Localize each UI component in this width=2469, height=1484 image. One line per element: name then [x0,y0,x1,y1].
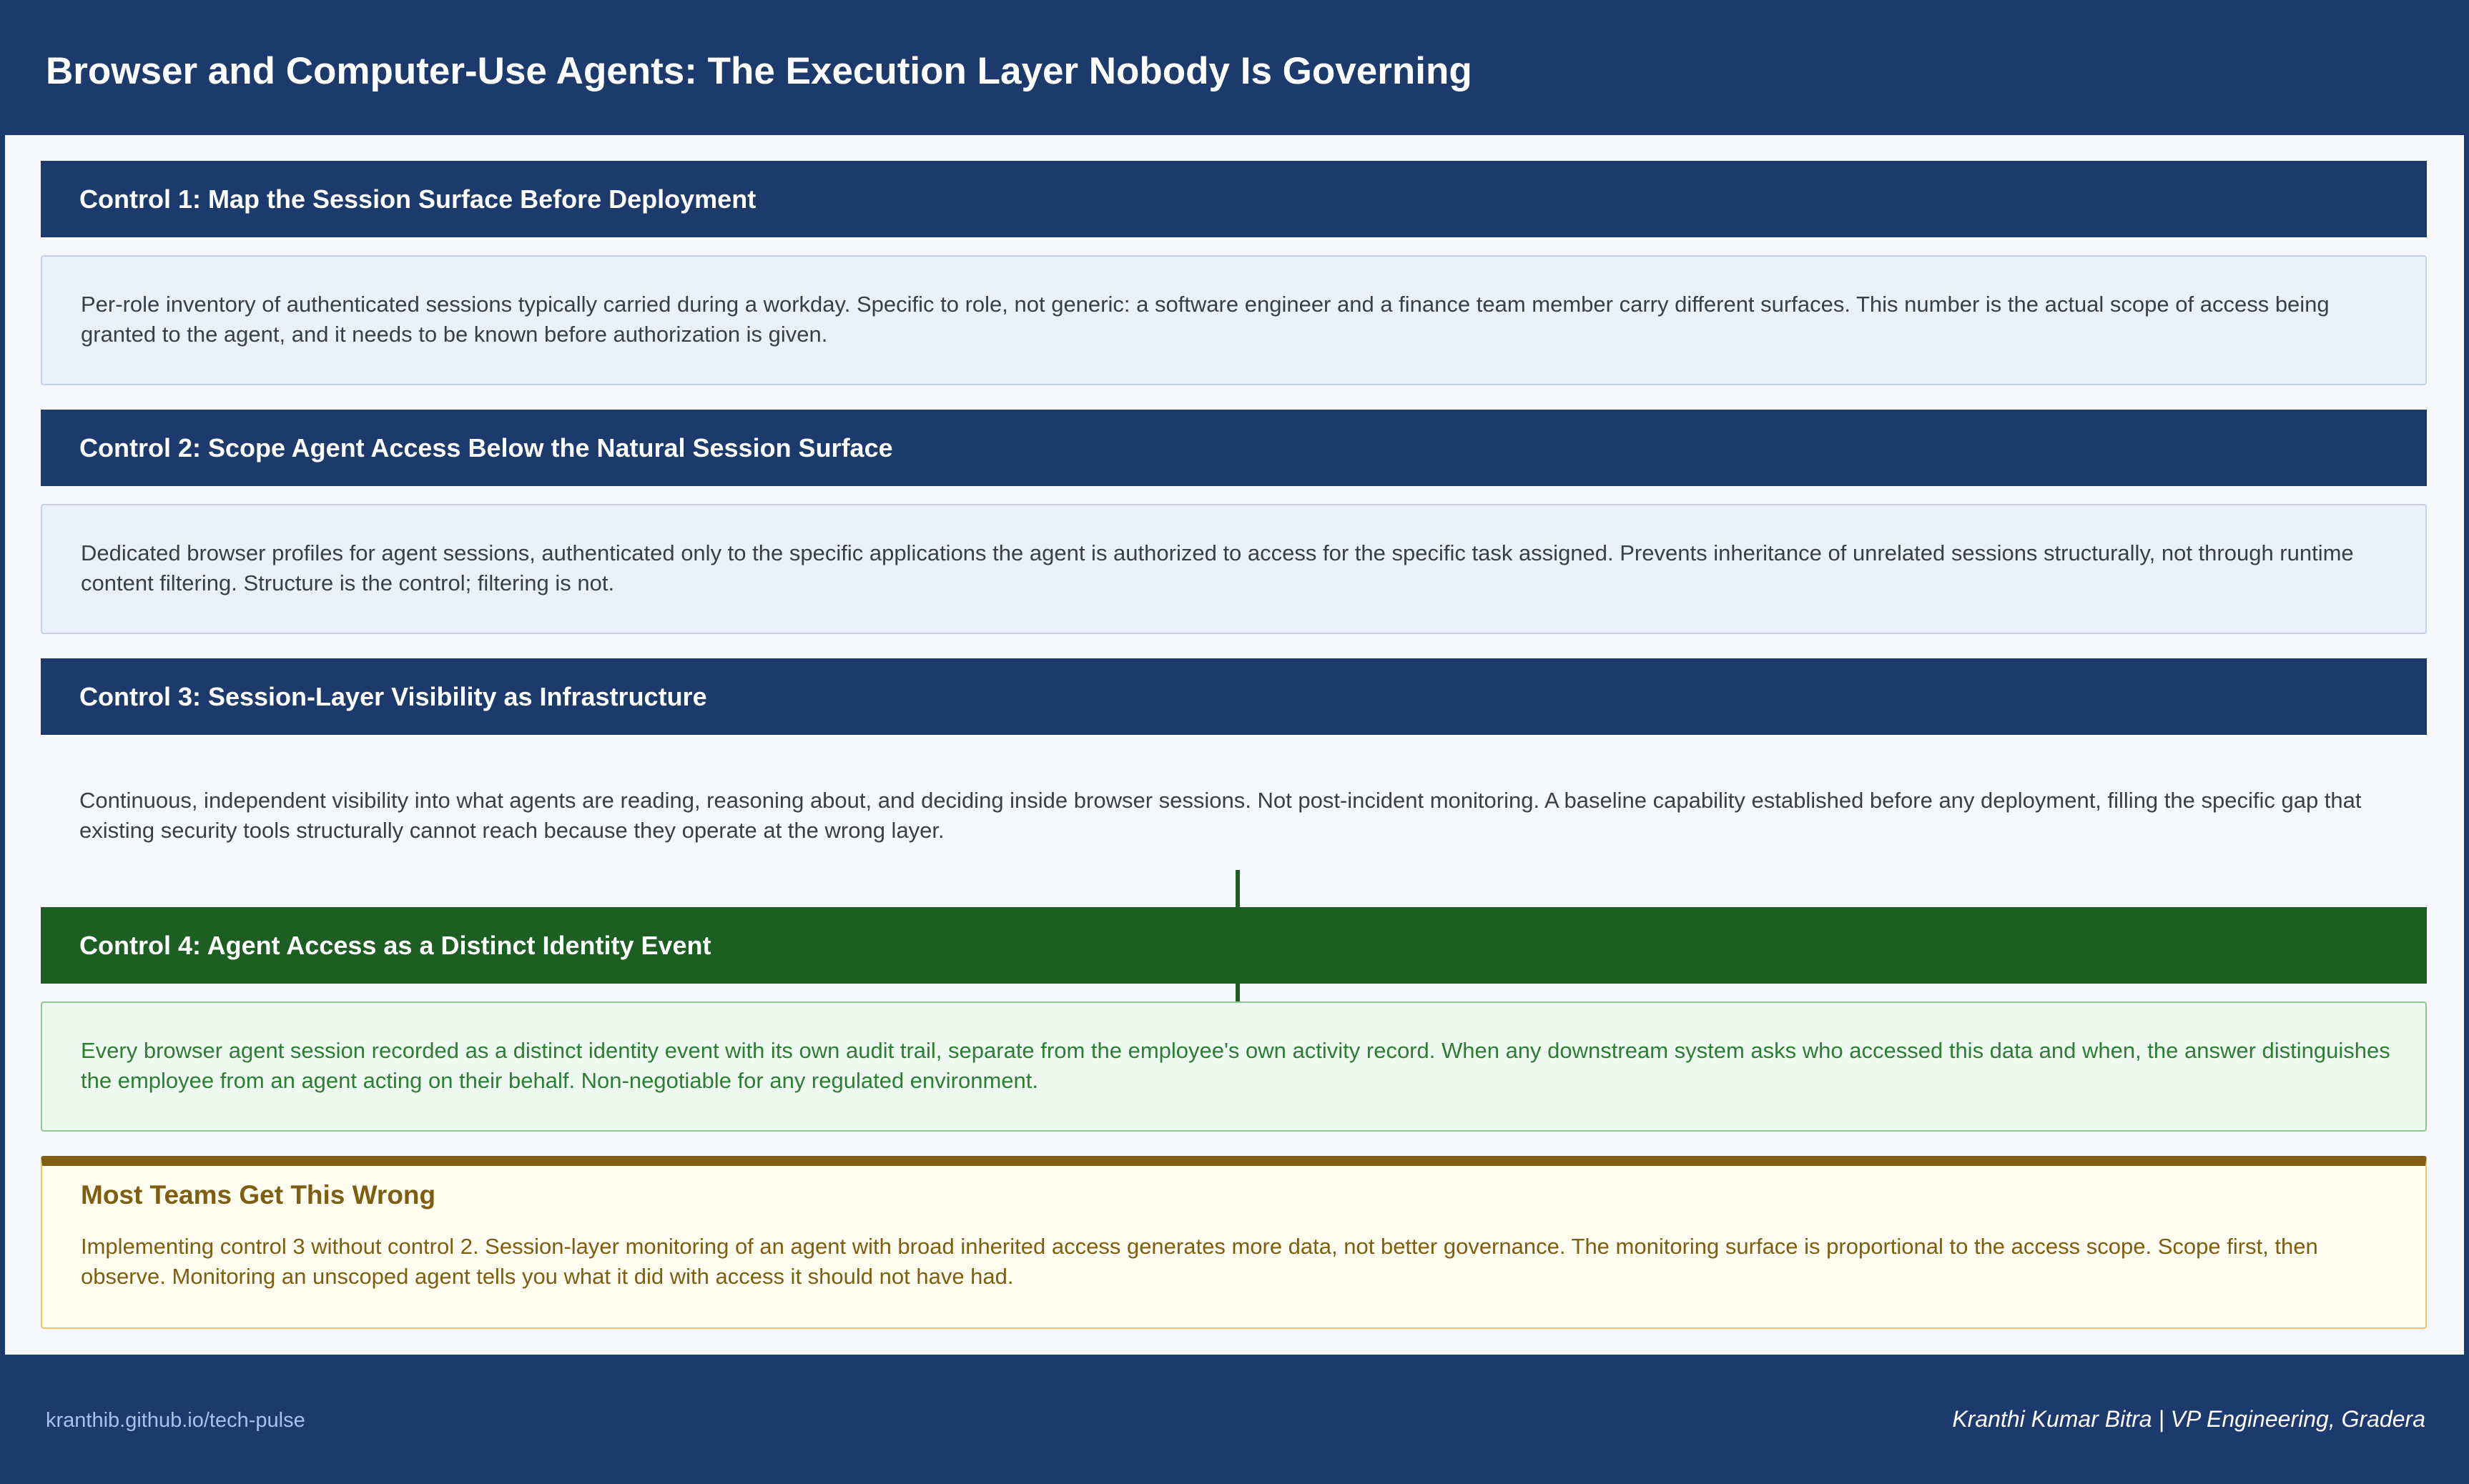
control-3-header [41,658,2427,735]
control-1-title: Control 1: Map the Session Surface Before Deployment [79,184,757,214]
footer-link[interactable]: kranthib.github.io/tech-pulse [46,1409,305,1432]
main-content [5,135,2464,1355]
control-1-text: Per-role inventory of authenticated sessions typically carried during a workday. Specific to role, not generic: a software engineer and a finance team member carry different surfaces. This number is the actual scope of access being granted to the agent, and it needs to be known before authorization is given. [81,292,2330,347]
control-4-title: Control 4: Agent Access as a Distinct Identity Event [79,931,711,960]
control-3-text: Continuous, independent visibility into what agents are reading, reasoning about, and deciding inside browser sessions. Not post-incident monitoring. A baseline capability established before any deployment, filling the specific gap that existing security tools structurally cannot reach because they operate at the wrong layer. [79,788,2362,843]
control-3-body [41,753,2427,883]
header-bar [0,0,2469,135]
control-2-title: Control 2: Scope Agent Access Below the Natural Session Surface [79,433,893,462]
control-2-header [41,410,2427,486]
control-1-body [41,255,2427,385]
control-4-header [41,907,2427,984]
footer-bar [0,1355,2469,1484]
control-4-body [41,1001,2427,1132]
control-3-title: Control 3: Session-Layer Visibility as Infrastructure [79,682,707,711]
warning-title: Most Teams Get This Wrong [81,1180,436,1210]
control-4-text: Every browser agent session recorded as a distinct identity event with its own audit trail, separate from the employee's own activity record. When any downstream system asks who accessed this data and when, the answer distinguishes the employee from an agent acting on their behalf. Non-negotiable for any regulated environment. [81,1038,2390,1093]
control-1-header [41,161,2427,237]
warning-text: Implementing control 3 without control 2. Session-layer monitoring of an agent with broad inherited access generates more data, not better governance. The monitoring surface is proportional to the access scope. Scope first, then observe. Monitoring an unscoped agent tells you what it did with access it should not have had. [81,1234,2318,1289]
footer-author: Kranthi Kumar Bitra | VP Engineering, Gradera [1952,1406,2425,1432]
control-2-text: Dedicated browser profiles for agent sessions, authenticated only to the specific applications the agent is authorized to access for the specific task assigned. Prevents inheritance of unrelated sessions structurally, not through runtime content filtering. Structure is the control; filtering is not. [81,540,2354,595]
page-title: Browser and Computer-Use Agents: The Execution Layer Nobody Is Governing [46,50,1472,92]
warning-callout [41,1156,2427,1329]
control-2-body [41,504,2427,634]
